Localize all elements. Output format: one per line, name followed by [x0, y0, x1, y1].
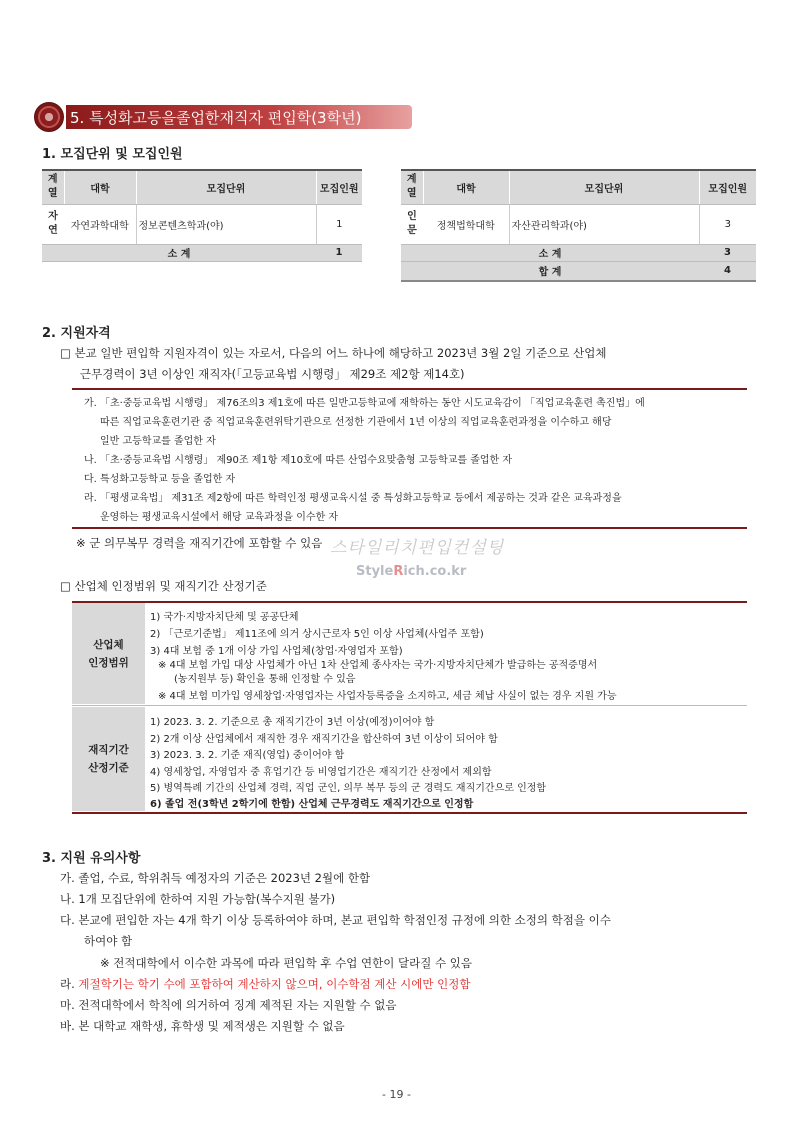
page-number: - 19 -	[382, 1088, 411, 1101]
notice-item: 바. 본 대학교 재학생, 휴학생 및 제적생은 지원할 수 없음	[60, 1019, 345, 1033]
banner-title: 5. 특성화고등을졸업한재직자 편입학(3학년)	[70, 108, 362, 127]
qual-item: 다. 특성화고등학교 등을 졸업한 자	[84, 474, 236, 485]
box1-item: 1) 국가·지방자치단체 및 공공단체	[150, 612, 299, 623]
subtotal-value: 1	[316, 244, 362, 261]
box2-item: 1) 2023. 3. 2. 기준으로 총 재직기간이 3년 이상(예정)이어야 함	[150, 717, 435, 728]
row-gyeyeol: 자 연	[42, 204, 64, 244]
box2-item: 2) 2개 이상 산업체에서 재직한 경우 재직기간을 합산하여 3년 이상이 되어야 함	[150, 734, 498, 745]
box2-item: 4) 영세창업, 자영업자 중 휴업기간 등 비영업기간은 재직기간 산정에서 제외함	[150, 767, 492, 778]
section-banner	[34, 104, 412, 130]
watermark-url: StyleRich.co.kr	[356, 564, 467, 579]
notice-item: 하여야 함	[84, 934, 133, 948]
box1-item: 3) 4대 보험 중 1개 이상 가입 사업체(창업·자영업자 포함)	[150, 646, 403, 657]
divider-bottom	[72, 527, 747, 529]
header-count: 모집인원	[316, 170, 362, 204]
row-gyeyeol: 인 문	[401, 204, 423, 244]
box1-item: ※ 4대 보험 미가입 영세창업·자영업자는 사업자등록증을 소지하고, 세금 체납 사실이 없는 경우 지원 가능	[158, 691, 617, 702]
row-univ: 정책법학대학	[423, 204, 509, 244]
university-seal-icon	[34, 102, 64, 132]
section1-title: 1. 모집단위 및 모집인원	[42, 147, 183, 162]
box2-label: 재직기간 산정기준	[72, 707, 145, 811]
box-top-rule	[72, 601, 747, 603]
section3-title: 3. 지원 유의사항	[42, 851, 141, 866]
seasonal-term-notice: 계절학기는 학기 수에 포함하여 계산하지 않으며, 이수학점 계산 시에만 인정함	[78, 977, 471, 991]
row-unit: 정보콘텐츠학과(야)	[136, 204, 316, 244]
subtotal-value: 3	[699, 244, 756, 261]
qual-item: 따른 직업교육훈련기관 중 직업교육훈련위탁기관으로 선정한 기관에서 1년 이상의 직업교육훈련과정을 이수하고 해당	[100, 417, 612, 428]
box1-item: (농지원부 등) 확인을 통해 인정할 수 있음	[174, 674, 356, 685]
notice-item: 라. 계절학기는 학기 수에 포함하여 계산하지 않으며, 이수학점 계산 시에만 인정함	[60, 977, 471, 991]
qual-item: 운영하는 평생교육시설에서 해당 교육과정을 이수한 자	[100, 512, 339, 523]
notice-item: 나. 1개 모집단위에 한하여 지원 가능함(복수지원 불가)	[60, 892, 336, 906]
qual-item: 일반 고등학교를 졸업한 자	[100, 436, 216, 447]
qual-item: 가. 「초·중등교육법 시행령」 제76조의3 제1호에 따른 일반고등학교에 재학하는 동안 시도교육감이 「직업교육훈련 촉진법」에	[84, 398, 645, 409]
box2-item-highlight: 6) 졸업 전(3학년 2학기에 한함) 산업체 근무경력도 재직기간으로 인정함	[150, 799, 474, 810]
row-univ: 자연과학대학	[64, 204, 136, 244]
notice-item: 마. 전적대학에서 학칙에 의거하여 징계 제적된 자는 지원할 수 없음	[60, 998, 397, 1012]
right-table	[401, 169, 756, 282]
header-gyeyeol: 계열	[401, 170, 423, 204]
divider-top	[72, 388, 747, 390]
box-separator	[72, 705, 747, 706]
subtotal-label: 소 계	[42, 244, 316, 261]
total-label: 합 계	[401, 261, 699, 281]
box2-item: 5) 병역특례 기간의 산업체 경력, 직업 군인, 의무 복무 등의 군 경력도 재직기간으로 인정함	[150, 783, 547, 794]
box-bottom-rule	[72, 812, 747, 814]
header-count: 모집인원	[699, 170, 756, 204]
notice-item: 다. 본교에 편입한 자는 4개 학기 이상 등록하여야 하며, 본교 편입학 학점인정 규정에 의한 소정의 학점을 이수	[60, 913, 611, 927]
header-univ: 대학	[64, 170, 136, 204]
row-unit: 자산관리학과(야)	[509, 204, 699, 244]
range-title: □ 산업체 인정범위 및 재직기간 산정기준	[60, 579, 267, 593]
box1-label: 산업체 인정범위	[72, 603, 145, 704]
left-table	[42, 169, 362, 262]
qual-item: 나. 「초·중등교육법 시행령」 제90조 제1항 제10호에 따른 산업수요맞춤형 고등학교를 졸업한 자	[84, 455, 513, 466]
watermark-text: 스타일리치편입컨설팅	[330, 538, 505, 558]
header-unit: 모집단위	[509, 170, 699, 204]
military-note: ※ 군 의무복무 경력을 재직기간에 포함할 수 있음	[76, 536, 323, 550]
qualification-intro-2: 근무경력이 3년 이상인 재직자(「고등교육법 시행령」 제29조 제2항 제14호)	[80, 367, 465, 381]
box1-item: ※ 4대 보험 가입 대상 사업체가 아닌 1차 산업체 종사자는 국가·지방자치단체가 발급하는 공적증명서	[158, 660, 598, 671]
header-gyeyeol: 계열	[42, 170, 64, 204]
total-value: 4	[699, 261, 756, 281]
box1-item: 2) 「근로기준법」 제11조에 의거 상시근로자 5인 이상 사업체(사업주 포함)	[150, 629, 484, 640]
header-univ: 대학	[423, 170, 509, 204]
section2-title: 2. 지원자격	[42, 326, 111, 341]
qualification-intro-1: □ 본교 일반 편입학 지원자격이 있는 자로서, 다음의 어느 하나에 해당하고 2023년 3월 2일 기준으로 산업체	[60, 346, 607, 360]
notice-item: 가. 졸업, 수료, 학위취득 예정자의 기준은 2023년 2월에 한함	[60, 871, 371, 885]
header-unit: 모집단위	[136, 170, 316, 204]
notice-item: ※ 전적대학에서 이수한 과목에 따라 편입학 후 수업 연한이 달라질 수 있음	[100, 956, 473, 970]
box2-item: 3) 2023. 3. 2. 기준 재직(영업) 중이어야 함	[150, 750, 345, 761]
subtotal-label: 소 계	[401, 244, 699, 261]
banner-bar	[66, 105, 412, 129]
qual-item: 라. 「평생교육법」 제31조 제2항에 따른 학력인정 평생교육시설 중 특성화고등학교 등에서 제공하는 것과 같은 교육과정을	[84, 493, 622, 504]
row-count: 1	[316, 204, 362, 244]
row-count: 3	[699, 204, 756, 244]
